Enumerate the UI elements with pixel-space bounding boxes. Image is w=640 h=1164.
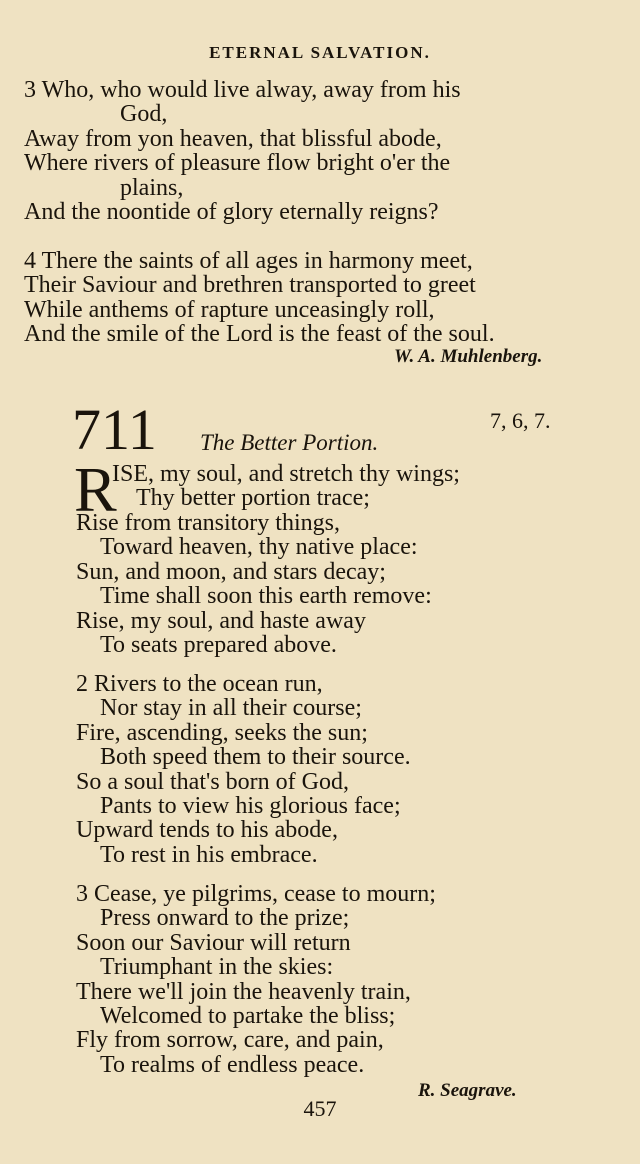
- verse-line: To rest in his embrace.: [100, 841, 318, 868]
- verse-line: There we'll join the heavenly train,: [76, 978, 411, 1005]
- verse-line: Thy better portion trace;: [136, 485, 370, 512]
- verse-line: Sun, and moon, and stars decay;: [76, 558, 386, 585]
- prev-hymn-stanza-4: [24, 249, 619, 347]
- verse-line: Pants to view his glorious face;: [100, 792, 401, 819]
- prev-hymn-stanza-3: [24, 78, 619, 224]
- prev-hymn-attribution: W. A. Muhlenberg.: [394, 346, 543, 367]
- verse-line: Toward heaven, thy native place:: [100, 534, 418, 561]
- verse-line: And the noontide of glory eternally reigns?: [24, 198, 439, 225]
- stanza-3: [76, 882, 616, 1077]
- running-header: ETERNAL SALVATION.: [209, 43, 431, 62]
- verse-line: To realms of endless peace.: [100, 1051, 365, 1078]
- hymn-meter: 7, 6, 7.: [490, 408, 551, 433]
- verse-line: 3 Cease, ye pilgrims, cease to mourn;: [76, 881, 436, 907]
- verse-line: 4 There the saints of all ages in harmony meet,: [24, 248, 473, 274]
- verse-line: ISE, my soul, and stretch thy wings;: [112, 461, 460, 487]
- hymn-title: The Better Portion.: [200, 430, 379, 455]
- drop-cap: R: [74, 454, 117, 525]
- verse-line: 3 Who, who would live alway, away from his: [24, 77, 461, 103]
- verse-line: Upward tends to his abode,: [76, 817, 338, 844]
- verse-line: 2 Rivers to the ocean run,: [76, 671, 323, 697]
- verse-line: While anthems of rapture unceasingly roll,: [24, 296, 435, 323]
- verse-line: Away from yon heaven, that blissful abode,: [24, 125, 442, 152]
- stanza-1-opening: [112, 462, 460, 511]
- verse-line: To seats prepared above.: [100, 631, 337, 658]
- verse-line: Rise from transitory things,: [76, 510, 340, 536]
- verse-line: And the smile of the Lord is the feast of the soul.: [24, 321, 495, 348]
- verse-line: Rise, my soul, and haste away: [76, 607, 366, 634]
- verse-line: Time shall soon this earth remove:: [100, 583, 432, 610]
- verse-line: God,: [120, 101, 168, 128]
- verse-line: So a soul that's born of God,: [76, 768, 349, 795]
- stanza-1: [76, 511, 616, 657]
- verse-line: Triumphant in the skies:: [100, 954, 334, 981]
- verse-line: Both speed them to their source.: [100, 744, 411, 771]
- verse-line: plains,: [120, 174, 184, 201]
- page-number: 457: [303, 1096, 337, 1121]
- hymn-attribution: R. Seagrave.: [418, 1080, 517, 1101]
- verse-line: Fly from sorrow, care, and pain,: [76, 1027, 384, 1054]
- verse-line: Where rivers of pleasure flow bright o'er the: [24, 150, 451, 177]
- verse-line: Fire, ascending, seeks the sun;: [76, 719, 368, 746]
- stanza-2: [76, 672, 616, 867]
- verse-line: Their Saviour and brethren transported to greet: [24, 272, 476, 299]
- verse-line: Welcomed to partake the bliss;: [100, 1002, 396, 1029]
- verse-line: Press onward to the prize;: [100, 905, 350, 932]
- verse-line: Nor stay in all their course;: [100, 695, 362, 722]
- hymn-number: 711: [72, 397, 157, 462]
- verse-line: Soon our Saviour will return: [76, 929, 351, 956]
